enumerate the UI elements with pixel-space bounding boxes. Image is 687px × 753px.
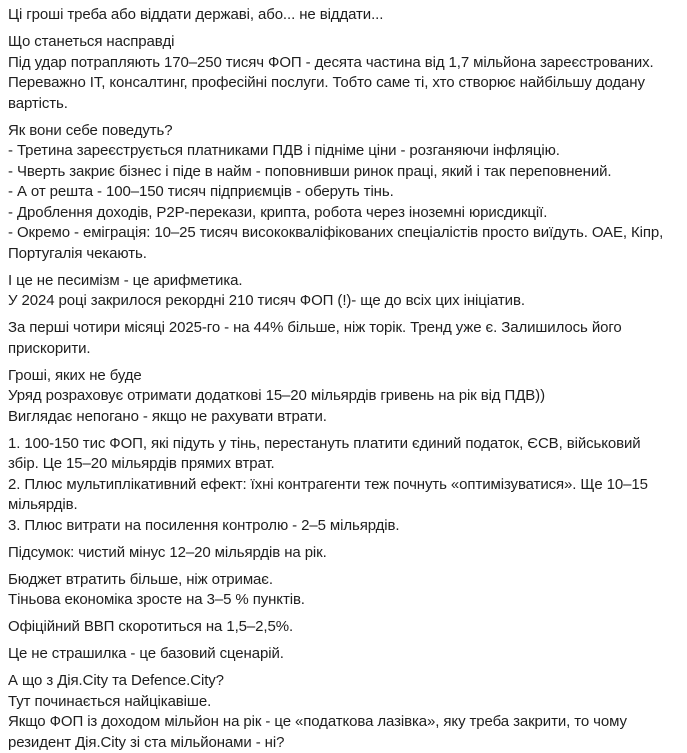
text-line: Уряд розраховує отримати додаткові 15–20 мільярдів гривень на рік від ПДВ)) [8,387,545,404]
text-line: Ці гроші треба або віддати державі, або... не віддати... [8,6,384,23]
text-line: 1. 100-150 тис ФОП, які підуть у тінь, перестануть платити єдиний податок, ЄСВ, військовий збір. Це 15–20 мільярдів прямих втрат. [8,434,641,472]
text-line: А що з Дія.City та Defence.City? [8,672,224,689]
text-line: Якщо ФОП із доходом мільйон на рік - це «податкова лазівка», яку треба закрити, то чому резидент Дія.City зі ста мільйонами - ні? [8,713,627,751]
text-line: - Окремо - еміграція: 10–25 тисяч висококваліфікованих спеціалістів просто виїдуть. ОАЕ, Кіпр, Португалія чекають. [8,224,664,262]
text-line: 2. Плюс мультиплікативний ефект: їхні контрагенти теж почнуть «оптимізуватися». Ще 10–15 мільярдів. [8,475,648,513]
text-line: Бюджет втратить більше, ніж отримає. [8,570,273,588]
text-line: Гроші, яких не буде [8,366,142,384]
text-line: 3. Плюс витрати на посилення контролю - 2–5 мільярдів. [8,516,400,534]
paragraph-2 [8,32,675,114]
text-line: Підсумок: чистий мінус 12–20 мільярдів на рік. [8,543,327,561]
paragraph-6 [8,366,675,428]
text-line: - Дроблення доходів, P2P-перекази, крипта, робота через іноземні юрисдикції. [8,203,548,221]
paragraph-10 [8,617,675,638]
paragraph-7 [8,434,675,537]
paragraph-1 [8,5,675,26]
text-line: Це не страшилка - це базовий сценарій. [8,645,284,662]
paragraph-3 [8,121,675,265]
text-line: Тут починається найцікавіше. [8,692,212,710]
text-line: - А от решта - 100–150 тисяч підприємців - оберуть тінь. [8,183,394,200]
paragraph-11 [8,644,675,665]
text-line: Як вони себе поведуть? [8,121,173,139]
text-line: У 2024 році закрилося рекордні 210 тисяч ФОП (!)- ще до всіх цих ініціатив. [8,292,525,309]
paragraph-4 [8,271,675,312]
paragraph-5 [8,318,675,359]
text-line: Офіційний ВВП скоротиться на 1,5–2,5%. [8,618,294,635]
text-line: Що станеться насправді [8,33,175,50]
text-line: За перші чотири місяці 2025-го - на 44% більше, ніж торік. Тренд уже є. Залишилось його прискорити. [8,319,622,357]
text-line: Тіньова економіка зросте на 3–5 % пунктів. [8,591,305,608]
paragraph-8 [8,543,675,564]
text-line: - Чверть закриє бізнес і піде в найм - поповнивши ринок праці, який і так переповнений. [8,162,612,180]
text-line: Під удар потрапляють 170–250 тисяч ФОП - десята частина від 1,7 мільйона зареєстрованих. Переважно ІТ, консалтинг, професійні послуги. Тобто саме ті, хто створює найбільшу додану вартість. [8,53,654,112]
text-line: І це не песимізм - це арифметика. [8,271,243,289]
paragraph-12 [8,671,675,753]
paragraph-9 [8,570,675,611]
text-line: - Третина зареєструється платниками ПДВ і підніме ціни - розганяючи інфляцію. [8,142,560,159]
text-line: Виглядає непогано - якщо не рахувати втрати. [8,407,327,425]
